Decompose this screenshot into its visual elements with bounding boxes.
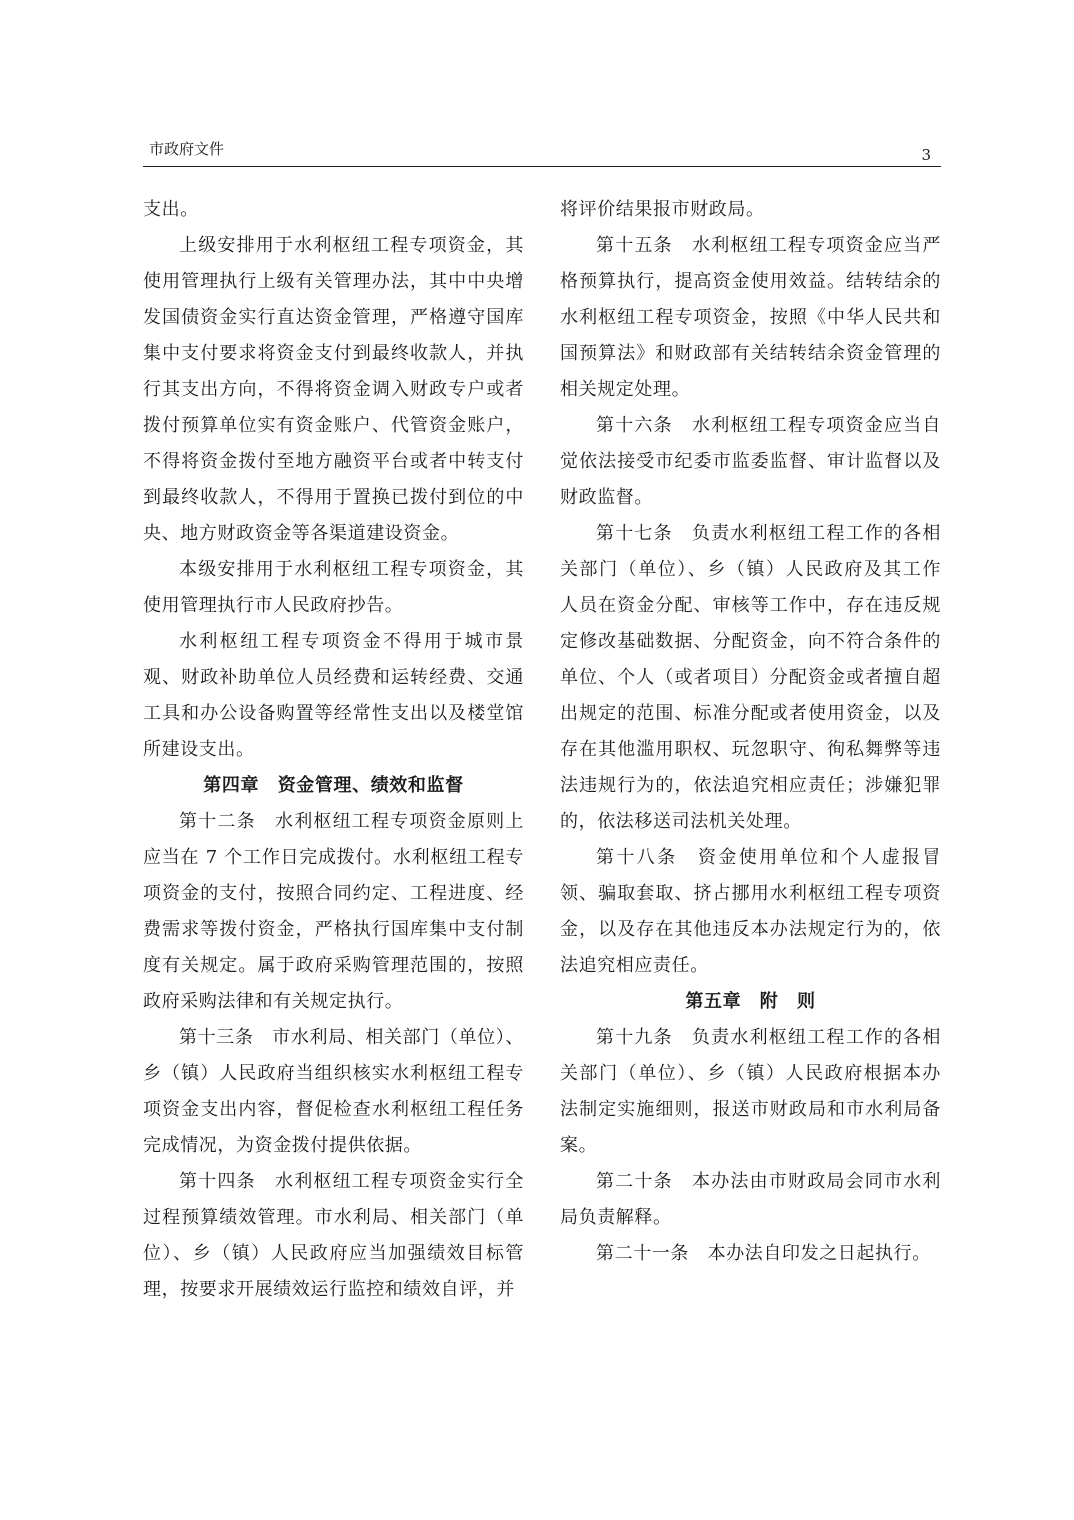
article-label: 第十三条	[179, 1027, 254, 1048]
article-text: 水利枢纽工程专项资金应当自觉依法接受市纪委市监委监督、审计监督以及财政监督。	[560, 415, 941, 508]
header-title: 市政府文件	[149, 140, 225, 158]
article-text: 本办法自印发之日起执行。	[689, 1243, 931, 1264]
article-label: 第十七条	[596, 523, 673, 544]
article-text: 资金使用单位和个人虚报冒领、骗取套取、挤占挪用水利枢纽工程专项资金，以及存在其他违反本办法规定行为的，依法追究相应责任。	[560, 847, 941, 976]
article-text: 水利枢纽工程专项资金应当严格预算执行，提高资金使用效益。结转结余的水利枢纽工程专项资金，按照《中华人民共和国预算法》和财政部有关结转结余资金管理的相关规定处理。	[560, 235, 941, 400]
article-label: 第二十一条	[596, 1243, 689, 1264]
article-text: 市水利局、相关部门（单位）、乡（镇）人民政府当组织核实水利枢纽工程专项资金支出内容，督促检查水利枢纽工程任务完成情况，为资金拨付提供依据。	[143, 1027, 525, 1156]
article-label: 第十五条	[596, 235, 673, 256]
article-label: 第十九条	[596, 1027, 673, 1048]
article-label: 第十四条	[179, 1171, 256, 1192]
article-label: 第十二条	[179, 811, 256, 832]
paragraph: 将评价结果报市财政局。	[560, 199, 765, 220]
chapter-heading: 第四章 资金管理、绩效和监督	[203, 775, 464, 796]
left-column	[143, 192, 524, 1308]
chapter-heading: 第五章 附 则	[685, 991, 816, 1012]
page-header	[143, 136, 941, 167]
article-text: 水利枢纽工程专项资金原则上应当在 7 个工作日完成拨付。水利枢纽工程专项资金的支付，按照合同约定、工程进度、经费需求等拨付资金，严格执行国库集中支付制度有关规定。属于政府采购管理范围的，按照政府采购法律和有关规定执行。	[143, 811, 524, 1012]
article-12	[143, 804, 524, 1020]
article-text: 负责水利枢纽工程工作的各相关部门（单位）、乡（镇）人民政府根据本办法制定实施细则，报送市财政局和市水利局备案。	[560, 1027, 941, 1156]
article-18	[560, 840, 941, 984]
paragraph: 支出。	[143, 199, 199, 220]
paragraph: 水利枢纽工程专项资金不得用于城市景观、财政补助单位人员经费和运转经费、交通工具和办公设备购置等经常性支出以及楼堂馆所建设支出。	[143, 631, 524, 760]
article-label: 第十八条	[596, 847, 678, 868]
paragraph: 本级安排用于水利枢纽工程专项资金，其使用管理执行市人民政府抄告。	[143, 559, 524, 616]
article-17	[560, 516, 941, 840]
page-number: 3	[921, 146, 931, 164]
article-14	[143, 1164, 524, 1308]
article-label: 第十六条	[596, 415, 673, 436]
article-19	[560, 1020, 941, 1164]
article-20	[560, 1164, 941, 1236]
article-text: 负责水利枢纽工程工作的各相关部门（单位）、乡（镇）人民政府及其工作人员在资金分配、审核等工作中，存在违反规定修改基础数据、分配资金，向不符合条件的单位、个人（或者项目）分配资金或者擅自超出规定的范围、标准分配或者使用资金，以及存在其他滥用职权、玩忽职守、徇私舞弊等违法违规行为的，依法追究相应责任；涉嫌犯罪的，依法移送司法机关处理。	[560, 523, 941, 832]
article-text: 本办法由市财政局会同市水利局负责解释。	[560, 1171, 941, 1228]
article-15	[560, 228, 941, 408]
article-13	[143, 1020, 524, 1164]
paragraph: 上级安排用于水利枢纽工程专项资金，其使用管理执行上级有关管理办法，其中中央增发国债资金实行直达资金管理，严格遵守国库集中支付要求将资金支付到最终收款人，并执行其支出方向，不得将资金调入财政专户或者拨付预算单位实有资金账户、代管资金账户，不得将资金拨付至地方融资平台或者中转支付到最终收款人，不得用于置换已拨付到位的中央、地方财政资金等各渠道建设资金。	[143, 235, 524, 544]
article-16	[560, 408, 941, 516]
article-label: 第二十条	[596, 1171, 673, 1192]
right-column	[560, 192, 941, 1272]
article-21	[560, 1236, 941, 1272]
article-text: 水利枢纽工程专项资金实行全过程预算绩效管理。市水利局、相关部门（单位）、乡（镇）人民政府应当加强绩效目标管理，按要求开展绩效运行监控和绩效自评，并	[143, 1171, 524, 1300]
